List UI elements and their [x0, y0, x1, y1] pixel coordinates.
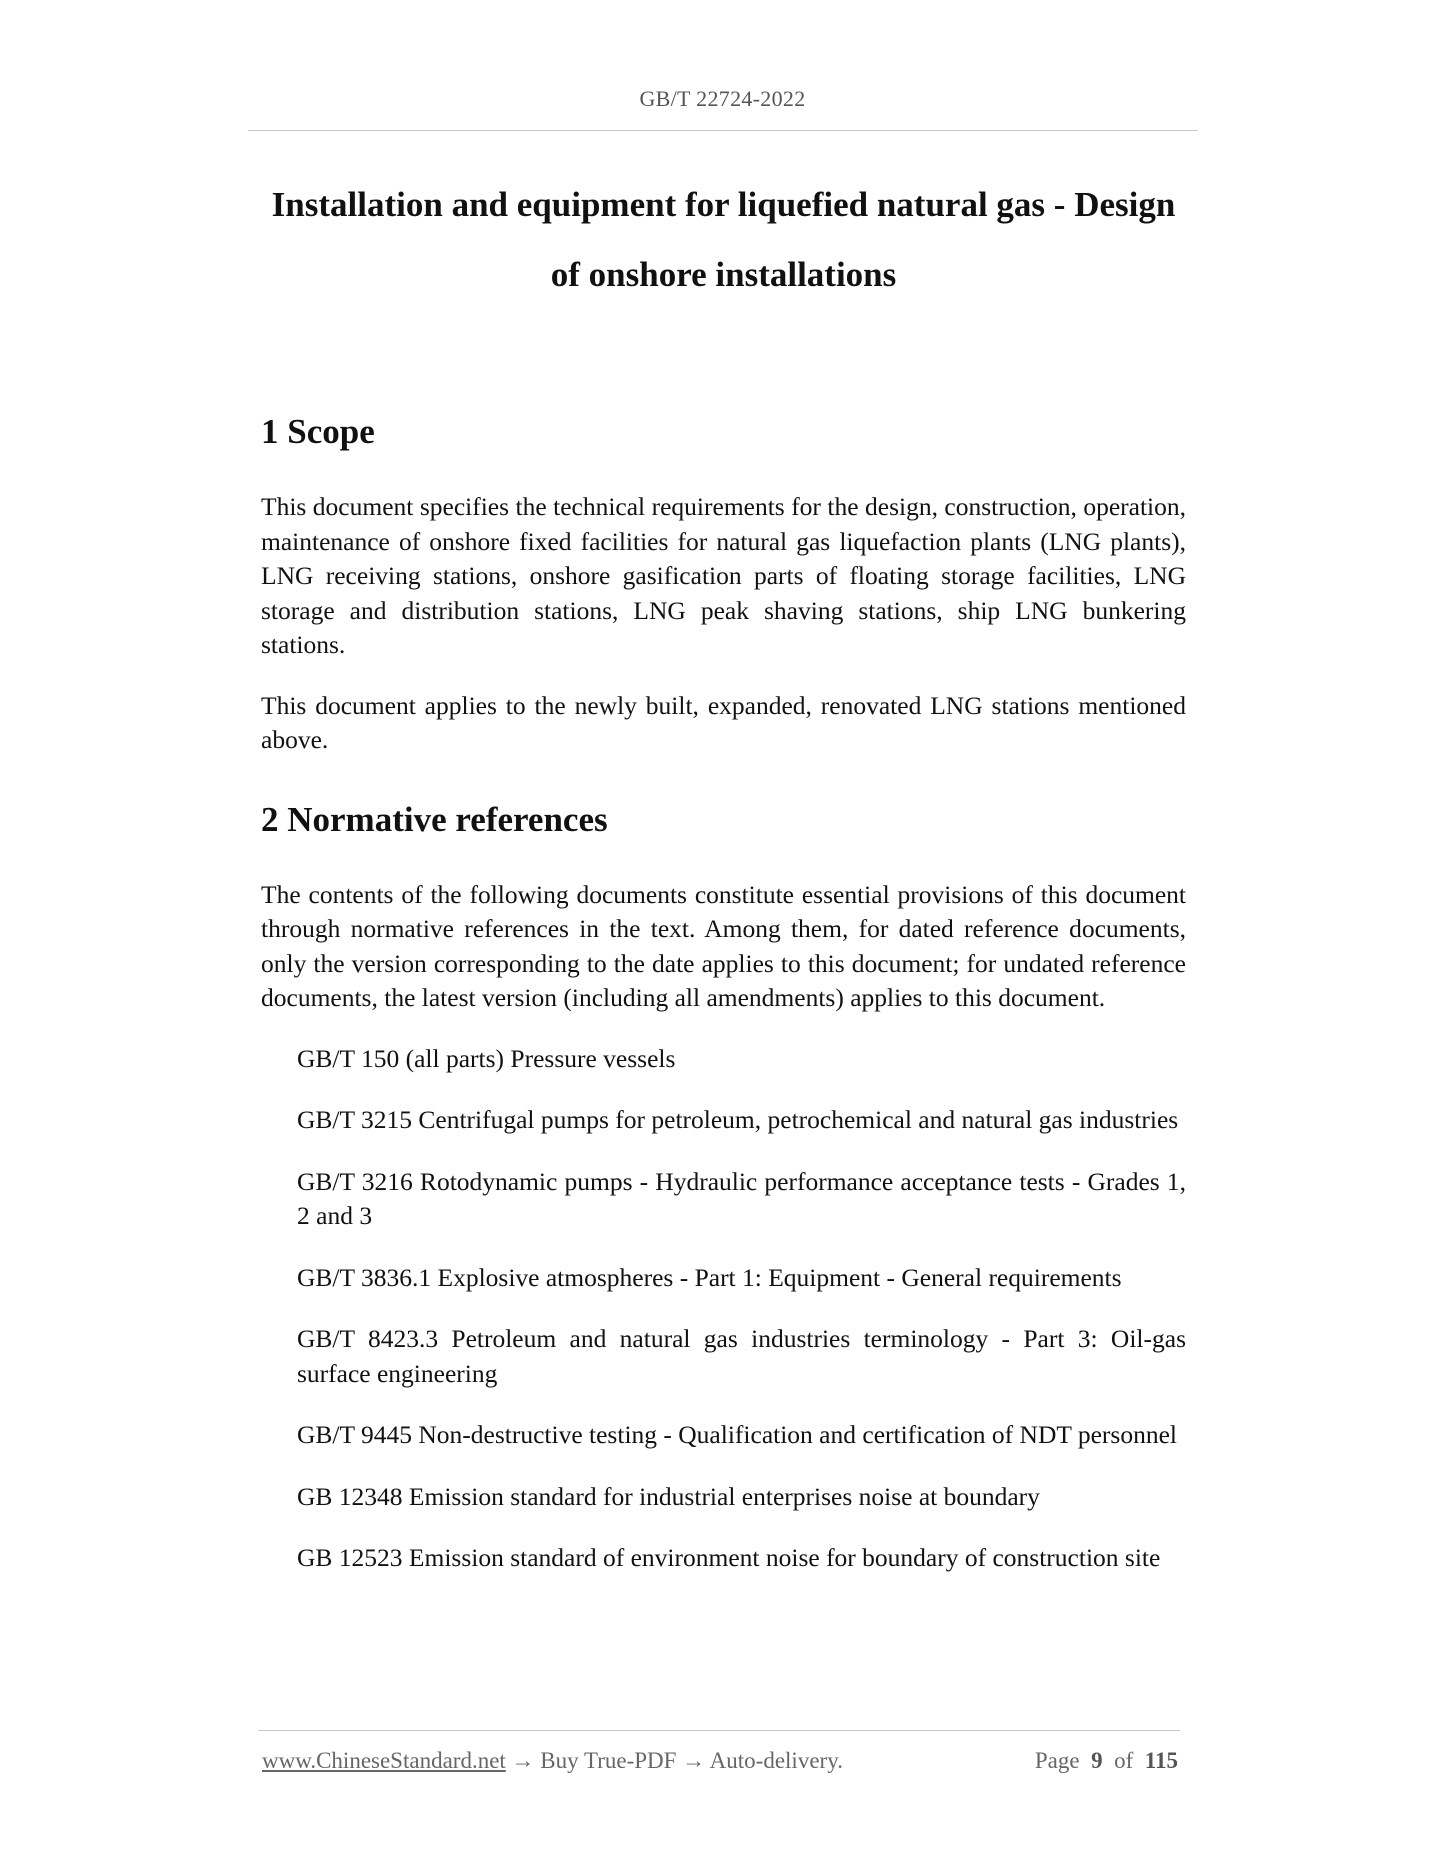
footer-promo: [262, 1748, 843, 1774]
page-current: 9: [1091, 1748, 1103, 1773]
normative-references-paragraph: The contents of the following documents constitute essential provisions of this document through normative references in the text. Among them, for dated reference documents, only the version corresponding to the date applies to this document; for undated reference documents, the latest version (including all amendments) applies to this document.: [261, 879, 1186, 1012]
buy-true-pdf-text: Buy True-PDF: [540, 1748, 677, 1773]
reference-item: GB/T 3836.1 Explosive atmospheres - Part 1: Equipment - General requirements: [297, 1262, 1122, 1292]
arrow-right-icon: →: [682, 1748, 706, 1773]
document-title-line-2: of onshore installations: [550, 255, 897, 294]
page-total: 115: [1144, 1748, 1178, 1773]
page-label: Page: [1034, 1748, 1080, 1773]
reference-item: GB/T 3216 Rotodynamic pumps - Hydraulic performance acceptance tests - Grades 1, 2 and 3: [297, 1166, 1186, 1230]
reference-item: GB/T 150 (all parts) Pressure vessels: [297, 1043, 676, 1073]
scope-paragraph: This document specifies the technical requirements for the design, construction, operation, maintenance of onshore fixed facilities for natural gas liquefaction plants (LNG plants), LNG receiving stations, onshore gasification parts of floating storage facilities, LNG storage and distribution stations, LNG peak shaving stations, ship LNG bunkering stations.: [261, 492, 1186, 659]
section-heading-scope: 1 Scope: [261, 412, 375, 451]
footer-divider: [258, 1730, 1180, 1731]
reference-item: GB/T 9445 Non-destructive testing - Qualification and certification of NDT personnel: [297, 1420, 1177, 1449]
reference-list: [261, 1042, 1186, 1576]
section-heading-normative-references: 2 Normative references: [261, 799, 608, 839]
reference-item: GB 12348 Emission standard for industrial enterprises noise at boundary: [297, 1481, 1040, 1511]
document-title: [261, 170, 1186, 310]
header-divider: [248, 130, 1198, 131]
reference-item: GB/T 8423.3 Petroleum and natural gas industries terminology - Part 3: Oil-gas surface engineering: [297, 1324, 1186, 1388]
page-body: [261, 170, 1186, 1603]
running-header: GB/T 22724-2022: [639, 86, 806, 111]
reference-item: GB 12523 Emission standard of environment noise for boundary of construction site: [297, 1543, 1161, 1572]
website-link[interactable]: www.ChineseStandard.net: [262, 1748, 506, 1773]
reference-item: GB/T 3215 Centrifugal pumps for petroleum, petrochemical and natural gas industries: [297, 1105, 1179, 1134]
scope-paragraph: This document applies to the newly built, expanded, renovated LNG stations mentioned above.: [261, 690, 1186, 754]
arrow-right-icon: →: [511, 1748, 535, 1773]
page-of-label: of: [1114, 1748, 1134, 1773]
auto-delivery-text: Auto-delivery.: [709, 1748, 843, 1773]
page-indicator: [1035, 1748, 1178, 1774]
document-title-line-1: Installation and equipment for liquefied natural gas - Design: [271, 185, 1176, 224]
